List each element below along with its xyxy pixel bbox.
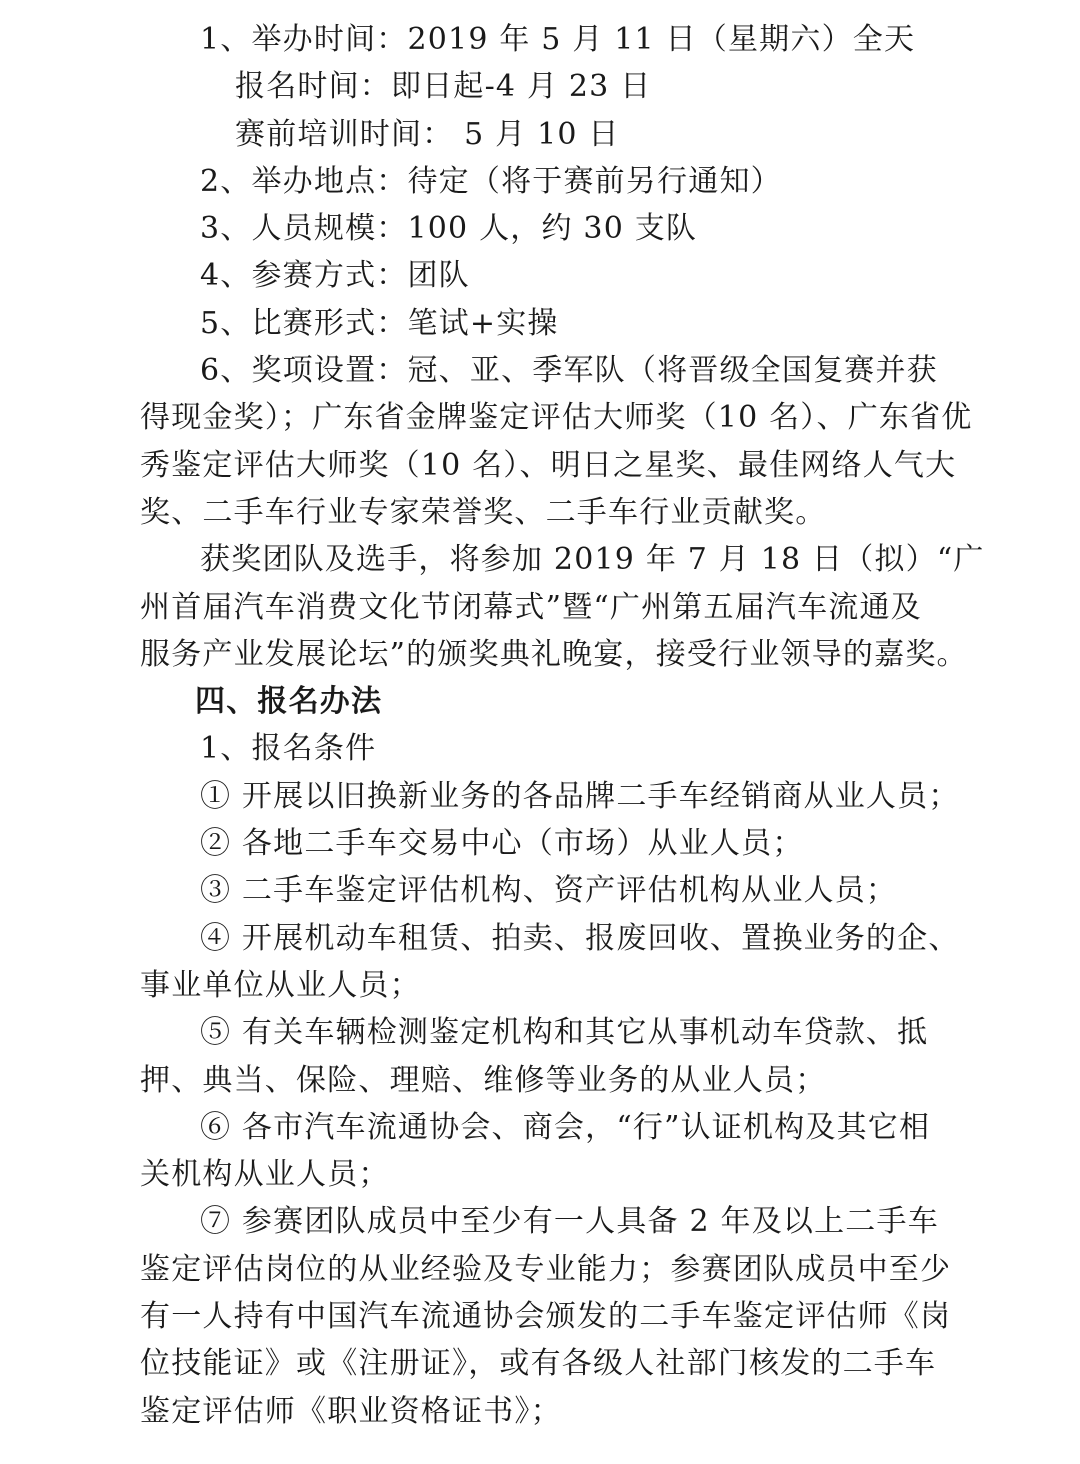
item-schedule: 1、举办时间：2019 年 5 月 11 日（星期六）全天 (200, 22, 916, 57)
item-awards-cont-2: 秀鉴定评估大师奖（10 名）、明日之星奖、最佳网络人气大 (140, 447, 957, 483)
condition-7-cont-1: 鉴定评估岗位的从业经验及专业能力；参赛团队成员中至少 (140, 1251, 952, 1287)
paragraph-ceremony-cont-1: 州首届汽车消费文化节闭幕式”暨“广州第五届汽车流通及 (140, 589, 922, 625)
condition-7-cont-2: 有一人持有中国汽车流通协会颁发的二手车鉴定评估师《岗 (140, 1299, 952, 1335)
item-scale: 3、人员规模：100 人，约 30 支队 (200, 211, 698, 247)
item-venue: 2、举办地点：待定（将于赛前另行通知） (200, 163, 782, 199)
condition-6-cont: 关机构从业人员； (140, 1157, 390, 1193)
condition-4: ④ 开展机动车租赁、拍卖、报废回收、置换业务的企、 (200, 920, 960, 956)
item-awards: 6、奖项设置：冠、亚、季军队（将晋级全国复赛并获 (200, 353, 938, 389)
condition-1: ① 开展以旧换新业务的各品牌二手车经销商从业人员； (200, 778, 960, 814)
condition-5: ⑤ 有关车辆检测鉴定机构和其它从事机动车贷款、抵 (200, 1015, 929, 1051)
condition-7-cont-4: 鉴定评估师《职业资格证书》； (140, 1393, 562, 1429)
condition-2: ② 各地二手车交易中心（市场）从业人员； (200, 826, 804, 862)
item-awards-cont-3: 奖、二手车行业专家荣誉奖、二手车行业贡献奖。 (140, 494, 827, 530)
section-heading-registration: 四、报名办法 (195, 684, 383, 720)
condition-3: ③ 二手车鉴定评估机构、资产评估机构从业人员； (200, 873, 898, 909)
document-body (140, 16, 985, 1435)
condition-5-cont: 押、典当、保险、理赔、维修等业务的从业人员； (140, 1062, 827, 1098)
item-participation: 4、参赛方式：团队 (200, 258, 470, 294)
paragraph-ceremony-cont-2: 服务产业发展论坛”的颁奖典礼晚宴，接受行业领导的嘉奖。 (140, 636, 968, 672)
item-format: 5、比赛形式：笔试+实操 (200, 305, 559, 341)
item-awards-cont-1: 得现金奖）；广东省金牌鉴定评估大师奖（10 名）、广东省优 (140, 400, 973, 436)
condition-7-cont-3: 位技能证》或《注册证》，或有各级人社部门核发的二手车 (140, 1346, 937, 1382)
subheading-conditions: 1、报名条件 (200, 731, 377, 767)
condition-4-cont: 事业单位从业人员； (140, 967, 421, 1003)
item-registration-time: 报名时间：即日起-4 月 23 日 (235, 69, 652, 105)
condition-6: ⑥ 各市汽车流通协会、商会，“行”认证机构及其它相 (200, 1109, 931, 1145)
item-training-time: 赛前培训时间： 5 月 10 日 (235, 116, 620, 152)
paragraph-ceremony: 获奖团队及选手，将参加 2019 年 7 月 18 日（拟）“广 (200, 542, 985, 578)
condition-7: ⑦ 参赛团队成员中至少有一人具备 2 年及以上二手车 (200, 1204, 939, 1240)
